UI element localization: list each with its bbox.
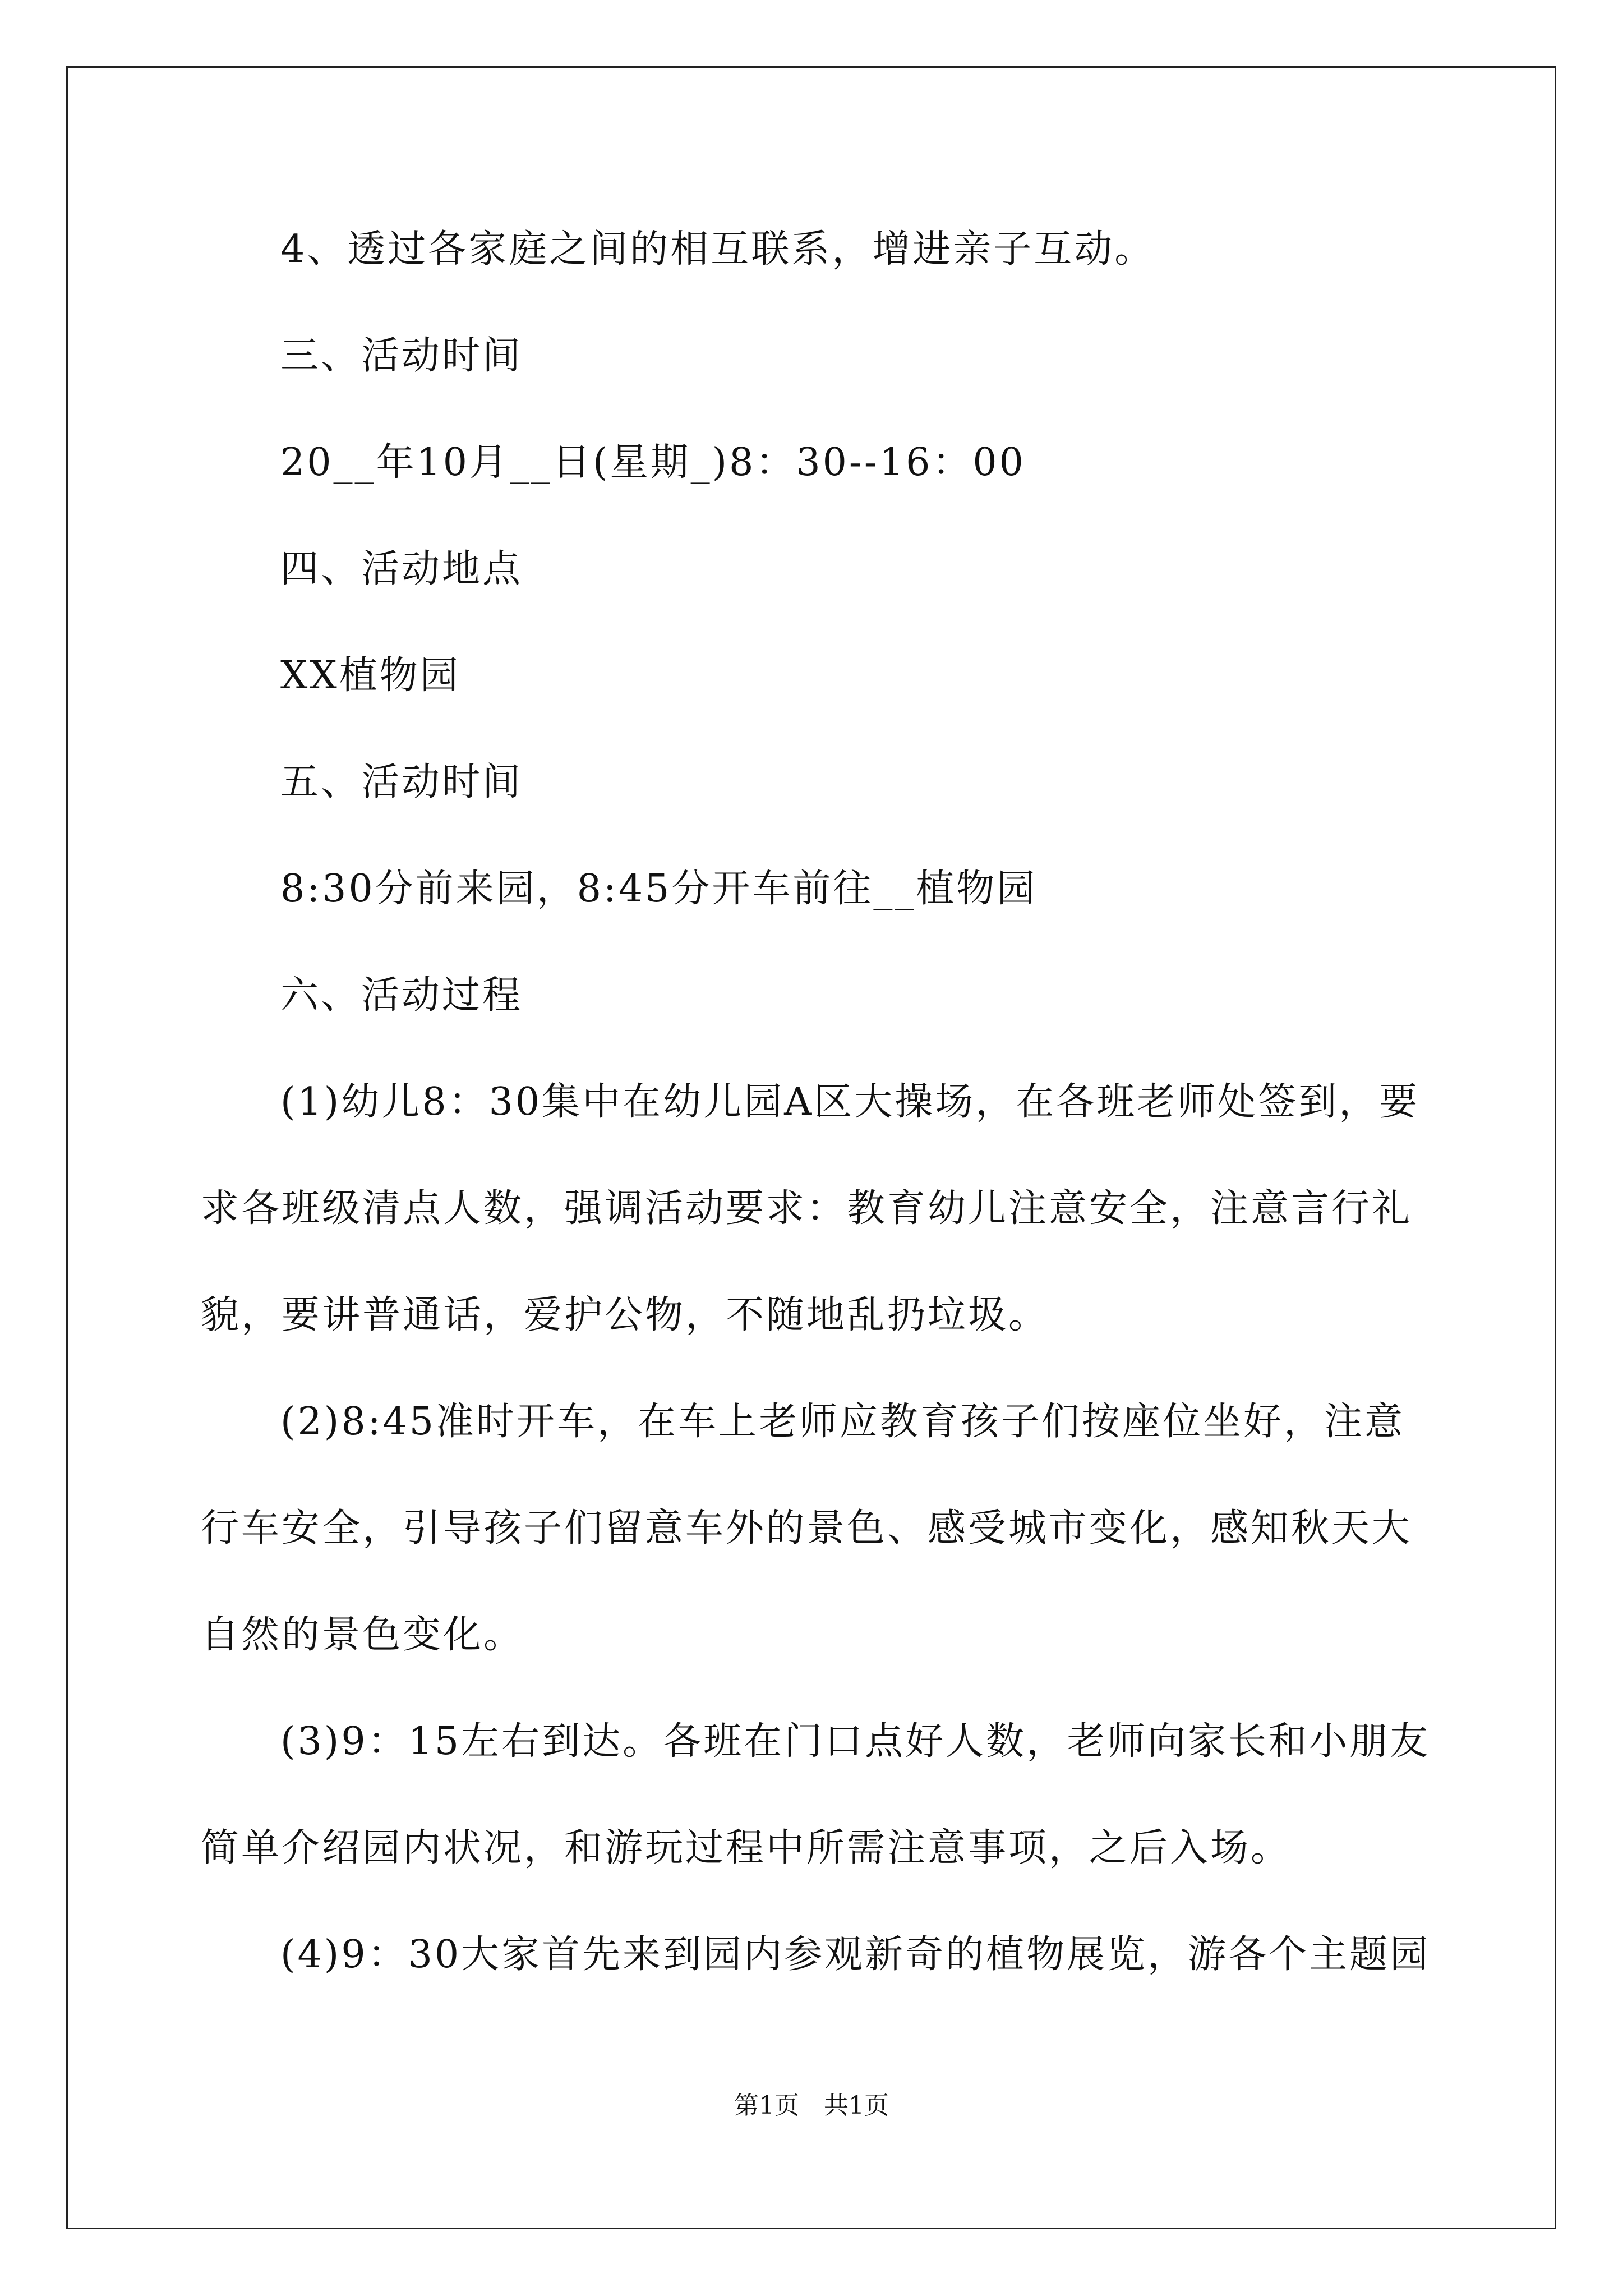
text-line: 8:30分前来园，8:45分开车前往__植物园 [280,867,1038,911]
section-heading: 六、活动过程 [280,973,523,1018]
text-line: (3)9：15左右到达。各班在门口点好人数，老师向家长和小朋友 [280,1719,1431,1764]
page-number-footer: 第1页 共1页 [734,2091,889,2120]
text-line: 自然的景色变化。 [201,1613,524,1657]
text-line: 简单介绍园内状况，和游玩过程中所需注意事项，之后入场。 [201,1826,1292,1870]
text-line: (2)8:45准时开车，在车上老师应教育孩子们按座位坐好，注意 [280,1400,1405,1444]
text-line: 20__年10月__日(星期_)8：30--16：00 [280,440,1026,485]
page-border [66,66,1556,2229]
text-line: (4)9：30大家首先来到园内参观新奇的植物展览，游各个主题园 [280,1932,1431,1977]
section-heading: 四、活动地点 [280,547,523,591]
text-line: 4、透过各家庭之间的相互联系，增进亲子互动。 [280,227,1155,272]
section-heading: 三、活动时间 [280,334,523,378]
text-line: (1)幼儿8：30集中在幼儿园A区大操场，在各班老师处签到，要 [280,1080,1420,1124]
section-heading: 五、活动时间 [280,760,523,804]
text-line: 貌，要讲普通话，爱护公物，不随地乱扔垃圾。 [201,1293,1049,1337]
text-line: XX植物园 [280,654,460,698]
text-line: 行车安全，引导孩子们留意车外的景色、感受城市变化，感知秋天大 [201,1506,1413,1550]
text-line: 求各班级清点人数，强调活动要求：教育幼儿注意安全，注意言行礼 [201,1186,1413,1231]
